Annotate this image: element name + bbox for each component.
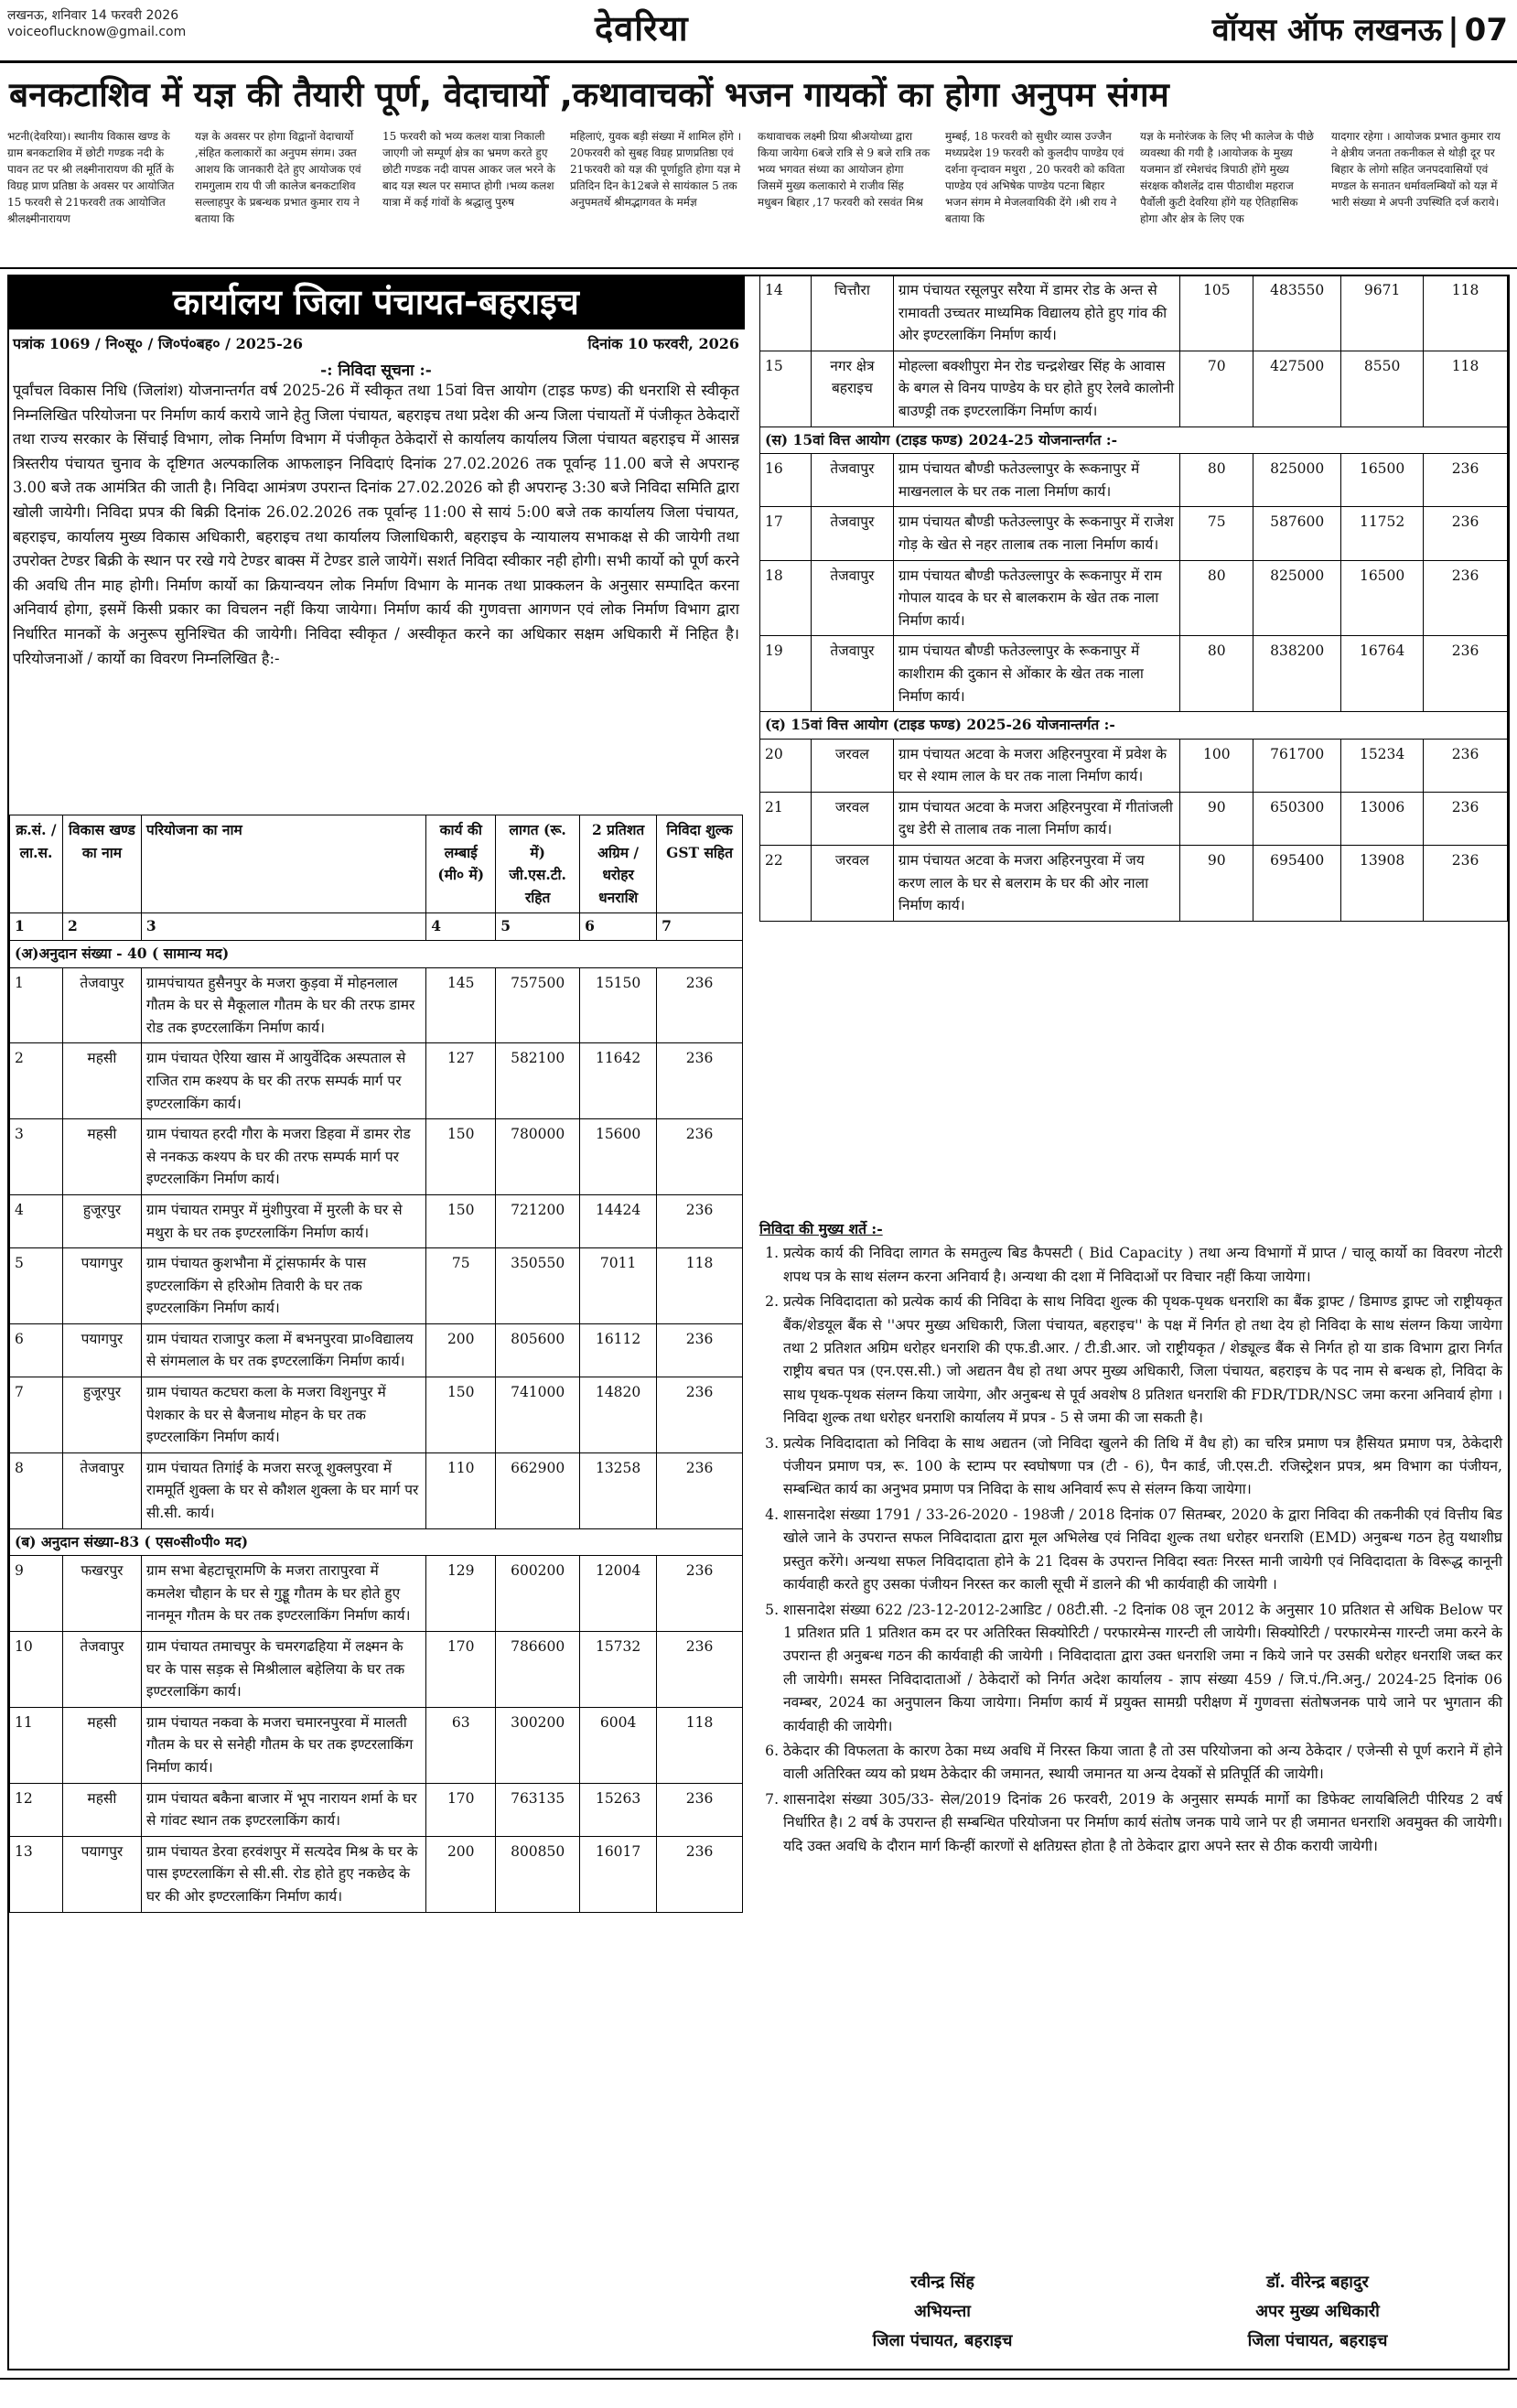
block-cell: तेजवापुर — [811, 560, 893, 636]
block-cell: तेजवापुर — [62, 1632, 141, 1708]
serial-cell: 21 — [760, 792, 812, 845]
masthead-rule — [0, 60, 1517, 63]
cost-cell: 300200 — [496, 1707, 580, 1783]
fee-cell: 236 — [1424, 792, 1508, 845]
serial-cell: 2 — [10, 1043, 63, 1119]
dateline: लखनऊ, शनिवार 14 फरवरी 2026 — [7, 8, 179, 23]
project-cell: ग्राम पंचायत नकवा के मजरा चमारनपुरवा में मालती गौतम के घर से सनेही गौतम के घर तक इण्टरलाकिंग निर्माण कार्य। — [141, 1707, 425, 1783]
signatory-left — [769, 2268, 1116, 2356]
signatory-office: जिला पंचायत, बहराइच — [872, 2331, 1013, 2350]
deposit-cell: 15600 — [580, 1119, 657, 1195]
serial-cell: 15 — [760, 351, 812, 427]
deposit-cell: 13908 — [1341, 846, 1424, 922]
table-header-row — [10, 815, 743, 913]
page-number: 07 — [1464, 12, 1508, 49]
project-cell: ग्राम पंचायत डेरवा हरवंशपुर में सत्यदेव मिश्र के घर के पास इण्टरलाकिंग से सी.सी. रोड होते हुए नकछेद के घर की ओर इण्टरलाकिंग निर्माण कार्य। — [141, 1836, 425, 1912]
table-row — [10, 1377, 743, 1453]
length-cell: 80 — [1180, 560, 1253, 636]
fee-cell: 236 — [657, 1194, 743, 1247]
signatory-name: रवीन्द्र सिंह — [910, 2273, 974, 2292]
block-cell: तेजवापुर — [811, 507, 893, 560]
signatory-name: डॉ. वीरेन्द्र बहादुर — [1266, 2273, 1369, 2292]
table-section-row — [760, 427, 1508, 454]
table-section-row — [10, 1528, 743, 1556]
project-cell: ग्राम पंचायत बौण्डी फतेउल्लापुर के रूकनापुर में राजेश गोड़ के खेत से नहर तालाब तक नाला निर्माण कार्य। — [893, 507, 1179, 560]
index-cell: 1 — [10, 913, 63, 941]
project-cell: ग्राम पंचायत बौण्डी फतेउल्लापुर के रूकनापुर में राम गोपाल यादव के घर से बालकराम के खेत तक नाला निर्माण कार्य। — [893, 560, 1179, 636]
signatory-right — [1144, 2268, 1491, 2356]
table-row — [10, 1452, 743, 1528]
block-cell: महसी — [62, 1043, 141, 1119]
masthead — [0, 0, 1517, 59]
project-cell: ग्राम पंचायत अटवा के मजरा अहिरनपुरवा में प्रवेश के घर से श्याम लाल के घर तक नाला निर्माण कार्य। — [893, 739, 1179, 792]
table-section-row — [760, 712, 1508, 740]
fee-cell: 118 — [657, 1707, 743, 1783]
block-cell: पयागपुर — [62, 1323, 141, 1377]
project-cell: ग्राम पंचायत रामपुर में मुंशीपुरवा में मुरली के घर से मथुरा के घर तक इण्टरलाकिंग निर्माण कार्य। — [141, 1194, 425, 1247]
project-cell: ग्राम पंचायत अटवा के मजरा अहिरनपुरवा में गीतांजली दुध डेरी से तालाब तक नाला निर्माण कार्य। — [893, 792, 1179, 845]
deposit-cell: 6004 — [580, 1707, 657, 1783]
index-cell: 4 — [426, 913, 496, 941]
condition-item: 7. शासनादेश संख्या 305/33- सेल/2019 दिनांक 26 फरवरी, 2019 के अनुसार सम्पर्क मार्गो का डिफेक्ट लायबिलिटी पीरियड 2 वर्ष निर्धारित है। 2 वर्ष के उपरान्त ही सम्बन्धित परियोजना पर निर्माण कार्य संतोष जनक पाये जाने पर ही जमानत धनराशि अवमुक्त की जायेगी। यदि उक्त अवधि के दौरान मार्ग किन्हीं कारणों से क्षतिग्रस्त होता है तो ठेकेदार द्वारा अपने स्तर से ठीक करायी जायेगी। — [783, 1788, 1502, 1858]
project-cell: ग्राम पंचायत बकैना बाजार में भूप नारायन शर्मा के घर से गांवट स्थान तक इण्टरलाकिंग कार्य। — [141, 1783, 425, 1836]
fee-cell: 118 — [1424, 351, 1508, 427]
table-index-row — [10, 913, 743, 941]
cost-cell: 427500 — [1253, 351, 1341, 427]
serial-cell: 12 — [10, 1783, 63, 1836]
block-cell: महसी — [62, 1707, 141, 1783]
length-cell: 150 — [426, 1377, 496, 1453]
serial-cell: 14 — [760, 275, 812, 351]
serial-cell: 6 — [10, 1323, 63, 1377]
project-cell: ग्राम पंचायत हरदी गौरा के मजरा डिहवा में डामर रोड से ननकऊ कश्यप के घर की तरफ सम्पर्क मार्ग पर इण्टरलाकिंग निर्माण कार्य। — [141, 1119, 425, 1195]
section-label: (अ)अनुदान संख्या - 40 ( सामान्य मद) — [10, 940, 743, 967]
office-title: कार्यालय जिला पंचायत-बहराइच — [7, 275, 745, 329]
reference-date: दिनांक 10 फरवरी, 2026 — [587, 335, 739, 352]
fee-cell: 236 — [657, 1452, 743, 1528]
cost-cell: 825000 — [1253, 560, 1341, 636]
dateline-block — [7, 7, 186, 40]
signatory-office: जिला पंचायत, बहराइच — [1247, 2331, 1388, 2350]
serial-cell: 3 — [10, 1119, 63, 1195]
cost-cell: 761700 — [1253, 739, 1341, 792]
length-cell: 129 — [426, 1556, 496, 1632]
block-cell: हुजूरपुर — [62, 1377, 141, 1453]
cost-cell: 350550 — [496, 1248, 580, 1324]
block-cell: तेजवापुर — [811, 454, 893, 507]
table-row — [10, 1836, 743, 1912]
table-row — [760, 351, 1508, 427]
story-column: यज्ञ के मनोरंजक के लिए भी कालेज के पीछे व्यवस्था की गयी है ।आयोजक के मुख्य यजमान डॉ रमेशचंद त्रिपाठी होंगे मुख्य संरक्षक कौशलेंद्र दास पीठाधीश महराज पैर्वोली कुटी देवरिया होंगे यह ऐतिहासिक होगा और क्षेत्र के लिए एक — [1140, 130, 1314, 225]
section-rule — [0, 267, 1517, 269]
bottom-rule — [0, 2378, 1517, 2380]
deposit-cell: 15263 — [580, 1783, 657, 1836]
cost-cell: 721200 — [496, 1194, 580, 1247]
cost-cell: 805600 — [496, 1323, 580, 1377]
table-row — [10, 1783, 743, 1836]
deposit-cell: 15732 — [580, 1632, 657, 1708]
index-cell: 2 — [62, 913, 141, 941]
table-row — [760, 454, 1508, 507]
fee-cell: 236 — [657, 1632, 743, 1708]
block-cell: जरवल — [811, 846, 893, 922]
block-cell: महसी — [62, 1119, 141, 1195]
col-header: 2 प्रतिशत अग्रिम / धरोहर धनराशि — [580, 815, 657, 913]
project-cell: ग्राम पंचायत अटवा के मजरा अहिरनपुरवा में जय करण लाल के घर से बलराम के घर की ओर नाला निर्माण कार्य। — [893, 846, 1179, 922]
works-table-right — [759, 275, 1508, 922]
serial-cell: 10 — [10, 1632, 63, 1708]
cost-cell: 825000 — [1253, 454, 1341, 507]
length-cell: 200 — [426, 1323, 496, 1377]
cost-cell: 650300 — [1253, 792, 1341, 845]
serial-cell: 11 — [10, 1707, 63, 1783]
length-cell: 170 — [426, 1783, 496, 1836]
project-cell: ग्राम पंचायत राजापुर कला में बभनपुरवा प्रा०विद्यालय से संगमलाल के घर तक इण्टरलाकिंग निर्माण कार्य। — [141, 1323, 425, 1377]
table-row — [10, 1632, 743, 1708]
reference-number: पत्रांक 1069 / नि०सू० / जि०पं०बह० / 2025-26 — [13, 335, 304, 352]
col-header: क्र.सं. /ला.स. — [10, 815, 63, 913]
story-column: 15 फरवरी को भव्य कलश यात्रा निकाली जाएगी जो सम्पूर्ण क्षेत्र का भ्रमण करते हुए छोटी गण्डक नदी वापस आकर जल भरने के बाद यज्ञ स्थल पर समाप्त होगी ।भव्य कलश यात्रा में कई गांवों के श्रद्धालु पुरुष — [382, 130, 555, 209]
fee-cell: 118 — [1424, 275, 1508, 351]
table-row — [10, 1556, 743, 1632]
table-row — [10, 1248, 743, 1324]
section-label: (द) 15वां वित्त आयोग (टाइड फण्ड) 2025-26 योजनान्तर्गत :- — [760, 712, 1508, 740]
block-cell: जरवल — [811, 792, 893, 845]
block-cell: तेजवापुर — [62, 1452, 141, 1528]
block-cell: जरवल — [811, 739, 893, 792]
index-cell: 3 — [141, 913, 425, 941]
condition-item: 6. ठेकेदार की विफलता के कारण ठेका मध्य अवधि में निरस्त किया जाता है तो उस परियोजना को अन्य ठेकेदार / एजेन्सी से पूर्ण कराने में होने वाली अतिरिक्त व्यय को प्रथम ठेकेदार की जमानत, स्थायी जमानत या अन्य देयकों से प्रतिपूर्ति की जायेगी। — [783, 1740, 1502, 1787]
conditions-list — [759, 1242, 1502, 1858]
block-cell: पयागपुर — [62, 1836, 141, 1912]
block-cell: चित्तौरा — [811, 275, 893, 351]
notice-body: पूर्वांचल विकास निधि (जिलांश) योजनान्तर्गत वर्ष 2025-26 में स्वीकृत तथा 15वां वित्त आयोग (टाइड फण्ड) की धनराशि से स्वीकृत निम्नलिखित परियोजना पर निर्माण कार्य कराये जाने हेतु जिला पंचायत, बहराइच तथा प्रदेश की अन्य जिला पंचायतों में पंजीकृत ठेकेदारों तथा राज्य सरकार के सिंचाई विभाग, लोक निर्माण विभाग में पंजीकृत ठेकेदारों से कार्यालय कार्यालय जिला पंचायत बहराइच में आसन्न त्रिस्तरीय पंचायत चुनाव के दृष्टिगत अल्पकालिक आफलाइन निविदाएं दिनांक 27.02.2026 तक पूर्वान्ह 11.00 बजे से अपरान्ह 3.00 बजे तक आमंत्रित की जाती है। निविदा आमंत्रण उपरान्त दिनांक 27.02.2026 को ही अपरान्ह 3:30 बजे निविदा समिति द्वारा खोली जायेगी। निविदा प्रपत्र की बिक्री दिनांक 26.02.2026 तक पूर्वान्ह 11:00 से सायं 5:00 बजे तक कार्यालय जिला पंचायत, बहराइच, कार्यालय मुख्य विकास अधिकारी, बहराइच तथा कार्यालय जिलाधिकारी, बहराइच के न्यायालय सभाकक्ष से की जायेगी तथा उपरोक्त टेण्डर बिक्री के स्थान पर रखे गये टेण्डर बाक्स में टेण्डर डाले जायेगें। सशर्त निविदा स्वीकार नही होगी। सभी कार्यो को पूर्ण करने की अवधि तीन माह होगी। निर्माण कार्यो का क्रियान्वयन लोक निर्माण विभाग के मानक तथा प्राक्कलन के अनुसार सम्पादित करना अनिवार्य होगा, इसमें किसी प्रकार का विचलन नहीं किया जायेगा। निर्माण कार्य की गुणवत्ता आगणन एवं लोक निर्माण विभाग द्वारा निर्धारित मानकों के अनुरूप सुनिश्चित की जायेगी। निविदा स्वीकृत / अस्वीकृत करने का अधिकार सक्षम अधिकारी में निहित है। परियोजनाओं / कार्यो का विवरण निम्नलिखित है:- — [13, 382, 739, 667]
table-row — [760, 560, 1508, 636]
col-header: विकास खण्ड का नाम — [62, 815, 141, 913]
condition-item: 2. प्रत्येक निविदादाता को प्रत्येक कार्य की निविदा के साथ निविदा शुल्क की पृथक-पृथक धनराशि का बैंक ड्राफ्ट / डिमाण्ड ड्राफ्ट जो राष्ट्रीयकृत बैंक/शेडयूल बैंक से ''अपर मुख्य अधिकारी, जिला पंचायत, बहराइच'' के पक्ष में निर्गत हो तथा देय हो निविदा के साथ संलग्न किया जायेगा तथा 2 प्रतिशत अग्रिम धरोहर धनराशि की एफ.डी.आर. / टी.डी.आर. जो राष्ट्रीयकृत / शेड्यूल्ड बैंक से निर्गत हो या डाक विभाग द्वारा निर्गत राष्ट्रीय बचत पत्र (एन.एस.सी.) जो अद्यतन वैध हो तथा अपर मुख्य अधिकारी, जिला पंचायत, बहराइच के पद नाम से बन्धक हो, निविदा के साथ पृथक-पृथक संलग्न किया जायेगा, और अनुबन्ध से पूर्व अवशेष 8 प्रतिशत धनराशि की FDR/TDR/NSC जमा करना अनिवार्य होगा । निविदा शुल्क तथा धरोहर धनराशि कार्यालय में प्रपत्र - 5 से जमा की जा सकती है। — [783, 1290, 1502, 1430]
cost-cell: 662900 — [496, 1452, 580, 1528]
story-column: मुम्बई, 18 फरवरी को सुधीर व्यास उज्जैन मध्यप्रदेश 19 फरवरी को कुलदीप पाण्डेय एवं दर्शना वृन्दावन मथुरा , 20 फरवरी को कविता पाण्डेय एवं अभिषेक पाण्डेय पटना बिहार भजन संगम मे मेजलवायिकी देंगे ।श्री राय ने बताया कि — [945, 130, 1125, 225]
block-cell: पयागपुर — [62, 1248, 141, 1324]
fee-cell: 236 — [657, 1377, 743, 1453]
deposit-cell: 16764 — [1341, 636, 1424, 712]
block-cell: नगर क्षेत्र बहराइच — [811, 351, 893, 427]
deposit-cell: 16500 — [1341, 454, 1424, 507]
deposit-cell: 8550 — [1341, 351, 1424, 427]
condition-item: 5. शासनादेश संख्या 622 /23-12-2012-2आडिट / 08टी.सी. -2 दिनांक 08 जून 2012 के अनुसार 10 प्रतिशत से अधिक Below पर 1 प्रतिशत प्रति 1 प्रतिशत कम दर पर अतिरिक्त सिक्योरिटी / परफारमेन्स गारन्टी ली जायेगी। सिक्योरिटी / परफारमेन्स गारन्टी जमा करने के उपरान्त ही अनुबन्ध गठन की कार्यवाही की जायेगी । निविदादाता द्वारा उक्त धनराशि जमा न किये जाने पर उसकी धरोहर धनराशि जब्त कर ली जायेगी। समस्त निविदादाताओं / ठेकेदारों को निर्गत अदेश कार्यालय - ज्ञाप संख्या 459 / जि.पं./नि.अनु./ 2024-25 दिनांक 06 नवम्बर, 2024 का अनुपालन किया जायेगा। निर्माण कार्य में प्रयुक्त सामग्री परीक्षण में गुणवत्ता संतोषजनक पाये जाने पर भुगतान की कार्यवाही की जायेगी। — [783, 1599, 1502, 1738]
story-column: यादगार रहेगा । आयोजक प्रभात कुमार राय ने क्षेत्रीय जनता तकनीकल से थोड़ी दूर पर बिहार के लोगो सहित जनपदवासियों एवं मण्डल के सनातन धर्मावलम्बियों को यज्ञ में भारी संख्या मे अपनी उपस्थिति दर्ज कराये। — [1331, 130, 1501, 209]
deposit-cell: 15150 — [580, 967, 657, 1043]
cost-cell: 695400 — [1253, 846, 1341, 922]
headline: बनकटाशिव में यज्ञ की तैयारी पूर्ण, वेदाचार्यो ,कथावाचकों भजन गायकों का होगा अनुपम संगम — [9, 75, 1169, 114]
table-row — [760, 636, 1508, 712]
section-label: (स) 15वां वित्त आयोग (टाइड फण्ड) 2024-25 योजनान्तर्गत :- — [760, 427, 1508, 454]
table-row — [10, 1707, 743, 1783]
deposit-cell: 7011 — [580, 1248, 657, 1324]
index-cell: 5 — [496, 913, 580, 941]
table-row — [10, 1043, 743, 1119]
serial-cell: 7 — [10, 1377, 63, 1453]
fee-cell: 236 — [1424, 507, 1508, 560]
project-cell: मोहल्ला बक्शीपुरा मेन रोड चन्द्रशेखर सिंह के आवास के बगल से विनय पाण्डेय के घर होते हुए रेलवे कालोनी बाउण्ड्री तक इण्टरलाकिंग निर्माण कार्य। — [893, 351, 1179, 427]
cost-cell: 838200 — [1253, 636, 1341, 712]
works-table-left — [9, 815, 743, 1913]
project-cell: ग्राम पंचायत तिगांई के मजरा सरजू शुक्लपुरवा में राममूर्ति शुक्ला के घर से कौशल शुक्ला के घर मार्ग पर सी.सी. कार्य। — [141, 1452, 425, 1528]
project-cell: ग्राम पंचायत बौण्डी फतेउल्लापुर के रूकनापुर में काशीराम की दुकान से ओंकार के खेत तक नाला निर्माण कार्य। — [893, 636, 1179, 712]
serial-cell: 18 — [760, 560, 812, 636]
project-cell: ग्राम पंचायत कुशभौना में ट्रांसफार्मर के पास इण्टरलाकिंग से हरिओम तिवारी के घर तक इण्टरलाकिंग निर्माण कार्य। — [141, 1248, 425, 1324]
project-cell: ग्राम पंचायत कटघरा कला के मजरा विशुनपुर में पेशकार के घर से बैजनाथ मोहन के घर तक इण्टरलाकिंग निर्माण कार्य। — [141, 1377, 425, 1453]
fee-cell: 236 — [657, 967, 743, 1043]
table-row — [10, 1323, 743, 1377]
cost-cell: 763135 — [496, 1783, 580, 1836]
fee-cell: 236 — [657, 1836, 743, 1912]
project-cell: ग्रामपंचायत हुसैनपुर के मजरा कुड़वा में मोहनलाल गौतम के घर से मैकूलाल गौतम के घर की तरफ डामर रोड तक इण्टरलाकिंग निर्माण कार्य। — [141, 967, 425, 1043]
deposit-cell: 14820 — [580, 1377, 657, 1453]
tender-conditions — [759, 1217, 1502, 1860]
cost-cell: 483550 — [1253, 275, 1341, 351]
project-cell: ग्राम पंचायत तमाचपुर के चमरगढहिया में लक्ष्मन के घर के पास सड़क से मिश्रीलाल बहेलिया के घर तक इण्टरलाकिंग कार्य। — [141, 1632, 425, 1708]
length-cell: 75 — [1180, 507, 1253, 560]
block-cell: महसी — [62, 1783, 141, 1836]
project-cell: ग्राम पंचायत बौण्डी फतेउल्लापुर के रूकनापुर में माखनलाल के घर तक नाला निर्माण कार्य। — [893, 454, 1179, 507]
project-cell: ग्राम पंचायत ऐरिया खास में आयुर्वेदिक अस्पताल से राजित राम कश्यप के घर की तरफ सम्पर्क मार्ग पर इण्टरलाकिंग कार्य। — [141, 1043, 425, 1119]
fee-cell: 236 — [657, 1323, 743, 1377]
project-cell: ग्राम सभा बेहटाचूरामणि के मजरा तारापुरवा में कमलेश चौहान के घर से गुड्डू गौतम के घर होते हुए नानमून गौतम के घर तक इण्टरलाकिंग निर्माण कार्य। — [141, 1556, 425, 1632]
table-row — [760, 792, 1508, 845]
length-cell: 127 — [426, 1043, 496, 1119]
deposit-cell: 13258 — [580, 1452, 657, 1528]
col-header: लागत (रू. में) जी.एस.टी. रहित — [496, 815, 580, 913]
deposit-cell: 16112 — [580, 1323, 657, 1377]
signatory-designation: अभियन्ता — [914, 2302, 971, 2321]
table-row — [760, 275, 1508, 351]
cost-cell: 600200 — [496, 1556, 580, 1632]
length-cell: 75 — [426, 1248, 496, 1324]
deposit-cell: 16500 — [1341, 560, 1424, 636]
paper-name: वॉयस ऑफ लखनऊ | 07 — [1211, 12, 1508, 49]
fee-cell: 236 — [1424, 636, 1508, 712]
serial-cell: 1 — [10, 967, 63, 1043]
length-cell: 110 — [426, 1452, 496, 1528]
length-cell: 150 — [426, 1119, 496, 1195]
notice-heading: -: निविदा सूचना :- — [320, 362, 432, 380]
signature-block — [759, 2268, 1502, 2369]
cost-cell: 757500 — [496, 967, 580, 1043]
serial-cell: 9 — [10, 1556, 63, 1632]
serial-cell: 16 — [760, 454, 812, 507]
story-column: यज्ञ के अवसर पर होगा विद्वानों वेदाचार्यो ,संहित कलाकारों का अनुपम संगम। उक्त आशय कि जानकारी देते हुए आयोजक एवं रामगुलाम राय पी जी कालेज बनकटाशिव सल्लाहपुर के प्रबन्धक प्रभात कुमार राय ने बताया कि — [195, 130, 361, 225]
length-cell: 100 — [1180, 739, 1253, 792]
length-cell: 170 — [426, 1632, 496, 1708]
condition-item: 3. प्रत्येक निविदादाता को निविदा के साथ अद्यतन (जो निविदा खुलने की तिथि में वैध हो) का चरित्र प्रमाण पत्र हैसियत प्रमाण पत्र, ठेकेदारी पंजीयन प्रमाण पत्र, रू. 100 के स्टाम्प पर स्वघोषणा पत्र (टी - 6), पैन कार्ड, जी.एस.टी. रजिस्ट्रेशन प्रपत्र, श्रम विभाग का पंजीयन, सम्बन्धित कार्य का अनुभव प्रमाण पत्र निविदा के साथ अनिवार्य रूप से संलग्न किया जायेगा। — [783, 1432, 1502, 1502]
deposit-cell: 15234 — [1341, 739, 1424, 792]
length-cell: 90 — [1180, 846, 1253, 922]
cost-cell: 587600 — [1253, 507, 1341, 560]
table-row — [760, 507, 1508, 560]
serial-cell: 5 — [10, 1248, 63, 1324]
length-cell: 200 — [426, 1836, 496, 1912]
story-column: महिलाएं, युवक बड़ी संख्या में शामिल होंगे । 20फरवरी को सुबह विग्रह प्राणप्रतिष्ठा एवं 21फरवरी को यज्ञ की पूर्णाहुति होगा यज्ञ मे प्रतिदिन दिन के12बजे से सायंकाल 5 तक अनुपमतर्थे श्रीमद्भागवत के मर्मज्ञ — [570, 130, 742, 209]
length-cell: 90 — [1180, 792, 1253, 845]
index-cell: 7 — [657, 913, 743, 941]
cost-cell: 780000 — [496, 1119, 580, 1195]
deposit-cell: 9671 — [1341, 275, 1424, 351]
length-cell: 70 — [1180, 351, 1253, 427]
serial-cell: 22 — [760, 846, 812, 922]
cost-cell: 800850 — [496, 1836, 580, 1912]
length-cell: 63 — [426, 1707, 496, 1783]
cost-cell: 786600 — [496, 1632, 580, 1708]
table-row — [10, 967, 743, 1043]
paper-title: वॉयस ऑफ लखनऊ — [1211, 12, 1443, 49]
serial-cell: 20 — [760, 739, 812, 792]
serial-cell: 4 — [10, 1194, 63, 1247]
story-column: भटनी(देवरिया)। स्थानीय विकास खण्ड के ग्राम बनकटाशिव में छोटी गण्डक नदी के पावन तट पर श्री लक्ष्मीनारायण की मूर्ति के विग्रह प्राण प्रतिष्ठा के अवसर पर आयोजित 15 फरवरी से 21फरवरी तक आयोजित श्रीलक्ष्मीनारायण — [7, 130, 175, 225]
conditions-title: निविदा की मुख्य शर्ते :- — [759, 1220, 883, 1237]
col-header: निविदा शुल्क GST सहित — [657, 815, 743, 913]
deposit-cell: 11642 — [580, 1043, 657, 1119]
fee-cell: 236 — [657, 1783, 743, 1836]
fee-cell: 236 — [1424, 560, 1508, 636]
index-cell: 6 — [580, 913, 657, 941]
table-section-row — [10, 940, 743, 967]
section-name: देवरिया — [595, 8, 689, 49]
condition-item: 1. प्रत्येक कार्य की निविदा लागत के समतुल्य बिड कैपसटी ( Bid Capacity ) तथा अन्य विभागों में प्राप्त / चालू कार्यो का विवरण नोटरी शपथ पत्र के साथ संलग्न करना अनिवार्य है। अन्यथा की दशा में निविदाओं पर विचार नहीं किया जायेगा। — [783, 1242, 1502, 1289]
col-header: कार्य की लम्बाई (मी० में) — [426, 815, 496, 913]
length-cell: 80 — [1180, 636, 1253, 712]
block-cell: फखरपुर — [62, 1556, 141, 1632]
block-cell: तेजवापुर — [62, 967, 141, 1043]
table-row — [10, 1119, 743, 1195]
table-row — [10, 1194, 743, 1247]
story-columns — [7, 128, 1512, 264]
length-cell: 105 — [1180, 275, 1253, 351]
fee-cell: 236 — [1424, 846, 1508, 922]
fee-cell: 236 — [657, 1043, 743, 1119]
serial-cell: 8 — [10, 1452, 63, 1528]
length-cell: 80 — [1180, 454, 1253, 507]
cost-cell: 741000 — [496, 1377, 580, 1453]
condition-item: 4. शासनादेश संख्या 1791 / 33-26-2020 - 198जी / 2018 दिनांक 07 सितम्बर, 2020 के द्वारा निविदा की तकनीकी एवं वित्तीय बिड खोले जाने के उपरान्त सफल निविदादाता द्वारा मूल अभिलेख एवं निविदा शुल्क तथा धरोहर धनराशि (EMD) अनुबन्ध गठन हेतु यथाशीघ्र प्रस्तुत करेंगे। अन्यथा सफल निविदादाता होने के 21 दिवस के उपरान्त निविदा स्वतः निरस्त मानी जायेगी एवं निविदादाता के विरूद्ध कानूनी कार्यवाही करते हुए उसका पंजीयन निरस्त कर काली सूची में डालने की भी कार्यवाही की जायेगी । — [783, 1504, 1502, 1597]
deposit-cell: 13006 — [1341, 792, 1424, 845]
story-column: कथावाचक लक्ष्मी प्रिया श्रीअयोध्या द्वारा किया जायेगा 6बजे रात्रि से 9 बजे रात्रि तक भव्य भगवत संध्या का आयोजन होगा जिसमें मुख्य कलाकारो मे राजीव सिंह मधुबन बिहार ,17 फरवरी को रसवंत मिश्र — [758, 130, 931, 209]
section-label: (ब) अनुदान संख्या-83 ( एस०सी०पी० मद) — [10, 1528, 743, 1556]
serial-cell: 17 — [760, 507, 812, 560]
deposit-cell: 14424 — [580, 1194, 657, 1247]
fee-cell: 236 — [1424, 739, 1508, 792]
table-row — [760, 846, 1508, 922]
email: voiceoflucknow@gmail.com — [7, 25, 187, 39]
serial-cell: 19 — [760, 636, 812, 712]
block-cell: हुजूरपुर — [62, 1194, 141, 1247]
signatory-designation: अपर मुख्य अधिकारी — [1255, 2302, 1380, 2321]
serial-cell: 13 — [10, 1836, 63, 1912]
col-header: परियोजना का नाम — [141, 815, 425, 913]
table-row — [760, 739, 1508, 792]
length-cell: 150 — [426, 1194, 496, 1247]
cost-cell: 582100 — [496, 1043, 580, 1119]
block-cell: तेजवापुर — [811, 636, 893, 712]
deposit-cell: 12004 — [580, 1556, 657, 1632]
deposit-cell: 11752 — [1341, 507, 1424, 560]
length-cell: 145 — [426, 967, 496, 1043]
fee-cell: 236 — [1424, 454, 1508, 507]
fee-cell: 236 — [657, 1556, 743, 1632]
fee-cell: 236 — [657, 1119, 743, 1195]
fee-cell: 118 — [657, 1248, 743, 1324]
deposit-cell: 16017 — [580, 1836, 657, 1912]
project-cell: ग्राम पंचायत रसूलपुर सरैया में डामर रोड के अन्त से रामावती उच्चतर माध्यमिक विद्यालय होते हुए गांव की ओर इण्टरलाकिंग निर्माण कार्य। — [893, 275, 1179, 351]
